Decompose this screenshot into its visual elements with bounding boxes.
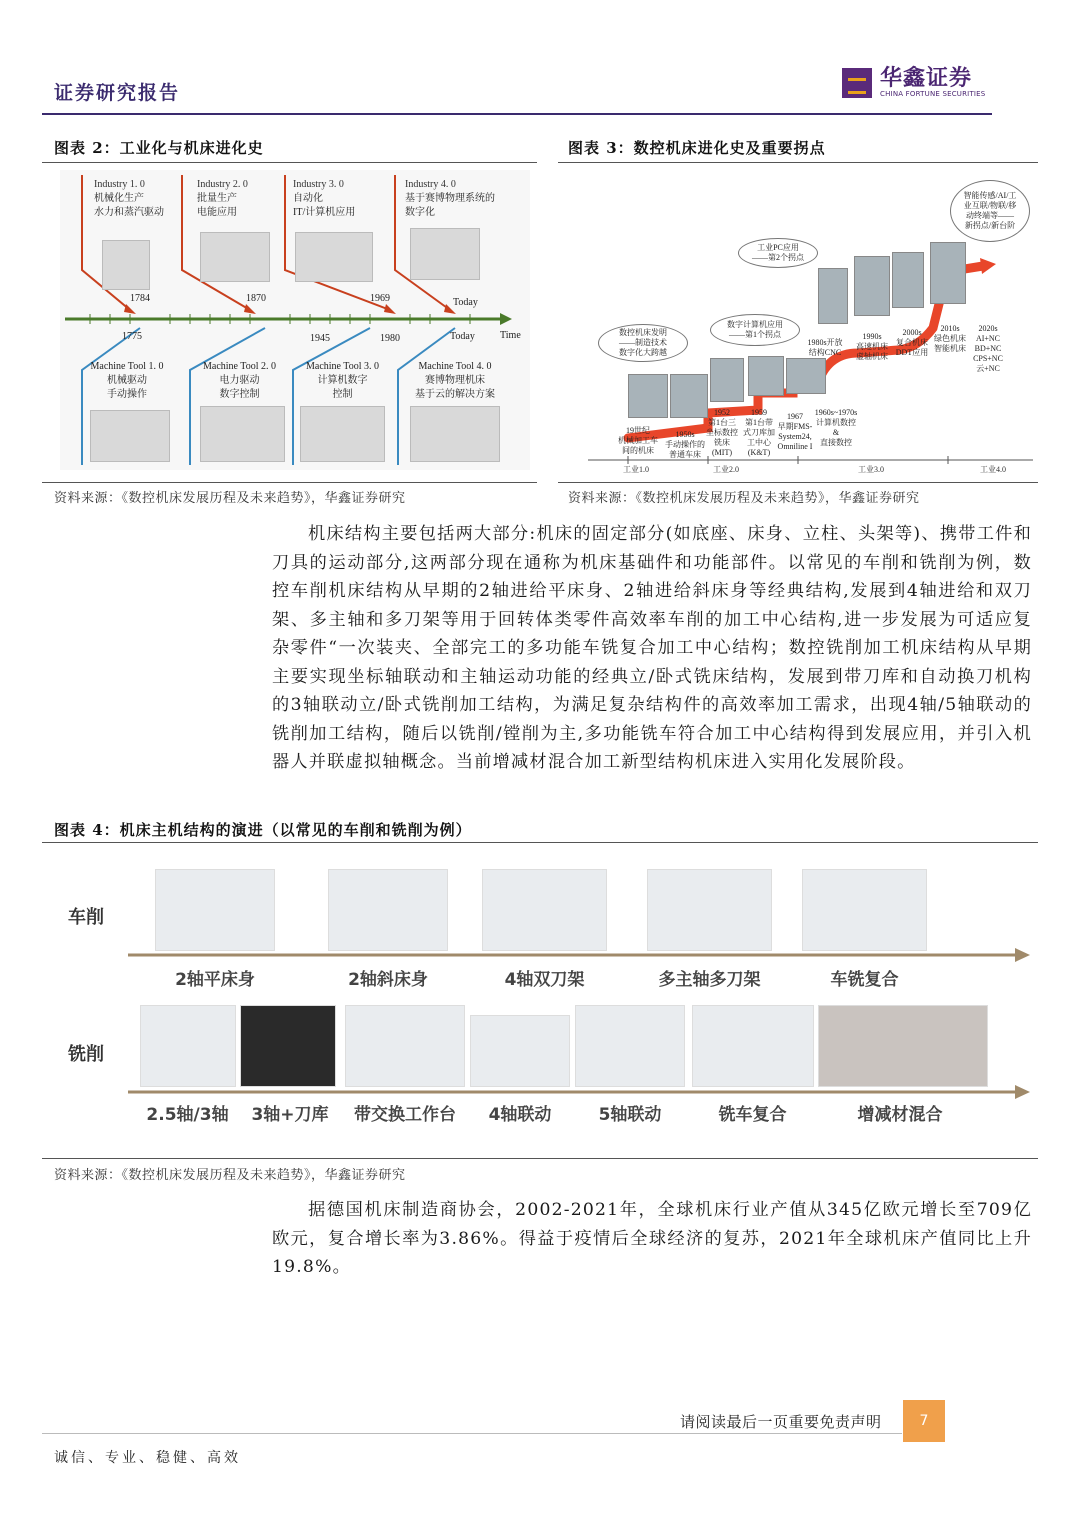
- cloud-nc-invention: 数控机床发明 ——制造技术 数字化大跨越: [598, 324, 688, 362]
- industry-4-label: Industry 4. 0 基于赛博物理系统的 数字化: [405, 179, 495, 218]
- milestone-1967: 1967 早期FMS- System24, Omniline I: [777, 412, 813, 451]
- figure-2-rule: [42, 162, 537, 163]
- turn-mill-image: [802, 869, 927, 951]
- cloud-machine-image: [410, 406, 500, 462]
- milestone-19c: 19世纪 机械加工车 间的机床: [618, 426, 658, 455]
- milestone-2000s: 2000s 复合机床 DDT应用: [895, 328, 929, 357]
- caption-turn-mill: 车铣复合: [830, 970, 899, 990]
- milling-row-label: 铣削: [68, 1044, 104, 1065]
- machine-photo-19c: [628, 374, 668, 418]
- turning-row-label: 车削: [68, 907, 104, 928]
- robot-arm-image: [295, 232, 373, 282]
- logo-mark-icon: [842, 68, 872, 98]
- logo-name: 华鑫证券: [880, 66, 973, 91]
- assembly-line-image: [200, 232, 270, 282]
- figure-3-title: 图表 3：数控机床进化史及重要拐点: [568, 139, 826, 157]
- year-1980: 1980: [380, 333, 400, 344]
- milestone-1980s: 1980s开放 结构CNC: [807, 338, 843, 357]
- machine-photo-1959: [748, 356, 784, 396]
- era-industry-3: 工业3.0: [858, 465, 884, 474]
- footer-divider: [42, 1433, 902, 1434]
- machine-photo-1990s: [854, 256, 890, 316]
- industry-3-label: Industry 3. 0 自动化 IT/计算机应用: [293, 179, 356, 218]
- mill-4-axis-image: [470, 1015, 570, 1087]
- additive-subtractive-image: [818, 1005, 988, 1087]
- era-industry-2: 工业2.0: [713, 465, 739, 474]
- year-1945: 1945: [310, 333, 330, 344]
- caption-4-axis-linked: 4轴联动: [488, 1105, 552, 1125]
- lathe-slant-bed-image: [328, 869, 448, 951]
- body-paragraph-2: 据德国机床制造商协会，2002-2021年，全球机床行业产值从345亿欧元增长至709亿欧元，复合增长率为3.86%。得益于疫情后全球经济的复苏，2021年全球机床产值同比上升19.8%。: [272, 1200, 1032, 1277]
- figure-2-bottom-rule: [42, 482, 537, 483]
- cloud-new-inflection: 智能传感/AI/工 业互联/物联/移 动终端等—— 新拐点/新台阶: [950, 180, 1030, 242]
- era-industry-4: 工业4.0: [980, 465, 1006, 474]
- figure-4-structure-evolution: [60, 855, 1040, 1140]
- figure-3-source: 资料来源：《数控机床发展历程及未来趋势》，华鑫证券研究: [568, 491, 920, 506]
- cloud-inflection-1: 数字计算机应用 ——第1个拐点: [710, 314, 800, 346]
- company-logo: [842, 68, 985, 98]
- machine-photo-1980s: [818, 268, 848, 324]
- year-1969: 1969: [370, 293, 390, 304]
- milestone-1959: 1959 第1台带 式刀库加 工中心 (K&T): [743, 408, 775, 457]
- machine-tool-1-label: Machine Tool 1. 0 机械驱动 手动操作: [90, 361, 164, 400]
- iot-devices-image: [410, 228, 480, 280]
- mill-3-axis-image: [140, 1005, 236, 1087]
- figure-4-bottom-rule: [42, 1158, 1038, 1159]
- caption-pallet-table: 带交换工作台: [354, 1105, 456, 1125]
- caption-mill-turn: 铣车复合: [718, 1105, 787, 1125]
- figure-4-title: 图表 4：机床主机结构的演进（以常见的车削和铣削为例）: [54, 821, 472, 839]
- disclaimer-note: 请阅读最后一页重要免责声明: [680, 1413, 882, 1431]
- milestone-1990s: 1990s 高速机床 虚轴机床: [856, 332, 888, 361]
- lathe-dual-turret-image: [482, 869, 607, 951]
- figure-3-rule: [558, 162, 1038, 163]
- milestone-2010s: 2010s 绿色机床 智能机床: [934, 324, 966, 353]
- caption-2-axis-flat: 2轴平床身: [175, 970, 255, 990]
- manual-lathe-image: [90, 410, 170, 462]
- milestone-1960s-1970s: 1960s~1970s 计算机数控 & 直接数控: [814, 408, 858, 447]
- caption-additive-subtractive: 增减材混合: [857, 1105, 943, 1125]
- cnc-machine-image: [300, 406, 385, 462]
- machine-photo-1952: [710, 358, 744, 402]
- machine-tool-2-label: Machine Tool 2. 0 电力驱动 数字控制: [203, 361, 276, 400]
- logo-english: CHINA FORTUNE SECURITIES: [880, 90, 986, 98]
- caption-3-axis-magazine: 3轴+刀库: [251, 1105, 329, 1125]
- machine-photo-1950s: [670, 374, 708, 418]
- figure-4-rule: [42, 842, 1038, 843]
- mill-turn-image: [692, 1005, 814, 1087]
- year-1775: 1775: [122, 331, 142, 342]
- lathe-flat-bed-image: [155, 869, 275, 951]
- industry-1-label: Industry 1. 0 机械化生产 水力和蒸汽驱动: [94, 179, 164, 218]
- nc-machine-image: [200, 406, 285, 462]
- caption-multi-spindle: 多主轴多刀架: [658, 970, 761, 990]
- mill-tool-magazine-image: [240, 1005, 336, 1087]
- caption-4-axis-turret: 4轴双刀架: [504, 970, 585, 990]
- era-industry-1: 工业1.0: [623, 465, 649, 474]
- mill-5-axis-image: [575, 1005, 685, 1087]
- machine-photo-2000s: [892, 252, 924, 308]
- figure-3-bottom-rule: [558, 482, 1038, 483]
- milestone-1950s: 1950s 手动操作的 普通车床: [665, 430, 705, 459]
- mill-pallet-changer-image: [345, 1005, 465, 1087]
- industry-2-label: Industry 2. 0 批量生产 电能应用: [197, 179, 248, 218]
- report-type: 证券研究报告: [54, 82, 181, 104]
- figure-2-title: 图表 2：工业化与机床进化史: [54, 139, 264, 157]
- figure-3-evolution: [588, 178, 1033, 478]
- year-today-bottom: Today: [450, 331, 475, 342]
- milestone-1952: 1952 第1台三 坐标数控 铣床 (MIT): [706, 408, 738, 457]
- caption-2-5-axis: 2.5轴/3轴: [146, 1105, 229, 1125]
- machine-photo-2010s: [930, 242, 966, 304]
- machine-tool-4-label: Machine Tool 4. 0 赛博物理机床 基于云的解决方案: [415, 361, 495, 400]
- header-divider: [42, 113, 992, 115]
- machine-photo-1967: [786, 358, 826, 394]
- lathe-multi-spindle-image: [647, 869, 772, 951]
- cloud-inflection-2: 工业PC应用 ——第2个拐点: [738, 238, 818, 268]
- figure-4-source: 资料来源：《数控机床发展历程及未来趋势》，华鑫证券研究: [54, 1168, 406, 1183]
- steam-engine-image: [102, 240, 150, 290]
- figure-2-timeline: [60, 170, 530, 470]
- page-number: 7: [903, 1400, 945, 1442]
- caption-5-axis-linked: 5轴联动: [598, 1105, 662, 1125]
- year-today-top: Today: [453, 297, 478, 308]
- year-1870: 1870: [246, 293, 266, 304]
- figure-2-source: 资料来源：《数控机床发展历程及未来趋势》，华鑫证券研究: [54, 491, 406, 506]
- milestone-2020s: 2020s AI+NC BD+NC CPS+NC 云+NC: [973, 324, 1003, 373]
- company-motto: 诚信、专业、稳健、高效: [54, 1450, 241, 1466]
- caption-2-axis-slant: 2轴斜床身: [348, 970, 428, 990]
- time-axis-label: Time: [500, 330, 521, 341]
- year-1784: 1784: [130, 293, 150, 304]
- machine-tool-3-label: Machine Tool 3. 0 计算机数字 控制: [306, 361, 379, 400]
- body-paragraph-1: 机床结构主要包括两大部分:机床的固定部分(如底座、床身、立柱、头架等)、携带工件和刀具的运动部分,这两部分现在通称为机床基础件和功能部件。以常见的车削和铣削为例，数控车削机床结构从早期的2轴进给平床身、2轴进给斜床身等经典结构,发展到4轴进给和双刀架、多主轴和多刀架等用于回转体类零件高效率车削的加工中心结构,进一步发展为可适应复杂零件“一次装夹、全部完工的多功能车铣复合加工中心结构；数控铣削加工机床结构从早期主要实现坐标轴联动和主轴运动功能的经典立/卧式铣床结构，发展到带刀库和自动换刀机构的3轴联动立/卧式铣削加工结构，为满足复杂结构件的高效率加工需求，出现4轴/5轴联动的铣削加工结构，随后以铣削/镗削为主,多功能铣车符合加工中心结构得到发展应用，并引入机器人并联虚拟轴概念。当前增减材混合加工新型结构机床进入实用化发展阶段。: [272, 524, 1032, 772]
